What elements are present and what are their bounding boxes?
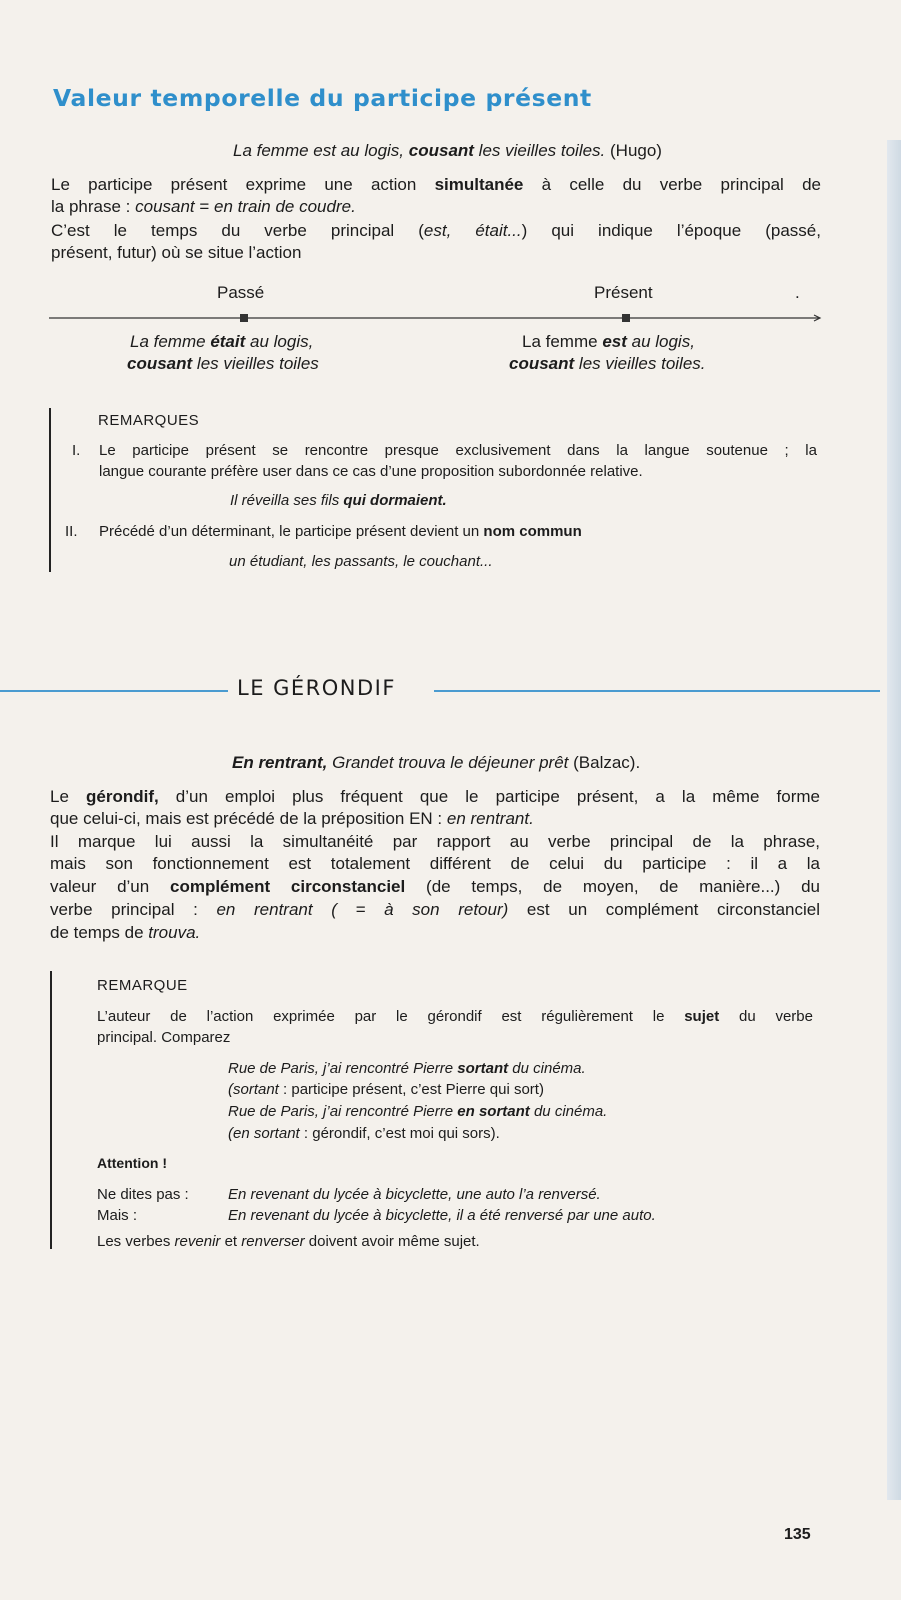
past-example-line1: La femme était au logis,: [130, 332, 314, 351]
section-rule-left: [0, 690, 228, 692]
ne-dites-pas-label: Ne dites pas :: [97, 1186, 189, 1203]
example-gloss: (sortant : participe présent, c’est Pierre qui sort): [228, 1081, 544, 1098]
paragraph-line: mais son fonctionnement est totalement différent de celui du participe : il a la: [50, 854, 820, 873]
paragraph-line: C’est le temps du verbe principal (est, était...) qui indique l’époque (passé,: [51, 221, 821, 240]
timeline-label-present: Présent: [594, 283, 653, 302]
timeline-tick-past: [240, 314, 248, 322]
paragraph-line: que celui-ci, mais est précédé de la préposition EN : en rentrant.: [50, 809, 534, 828]
remark-text: langue courante préfère user dans ce cas d’une proposition subordonnée relative.: [99, 463, 643, 480]
example-sentence: Rue de Paris, j’ai rencontré Pierre sortant du cinéma.: [228, 1060, 586, 1077]
page-edge: [887, 140, 901, 1500]
paragraph-line: Le gérondif, d’un emploi plus fréquent que le participe présent, a la même forme: [50, 787, 820, 806]
remark-heading: REMARQUE: [97, 977, 188, 994]
paragraph-line: la phrase : cousant = en train de coudre.: [51, 197, 356, 216]
timeline-tick-present: [622, 314, 630, 322]
remark-number: I.: [72, 442, 81, 459]
remark-example: un étudiant, les passants, le couchant...: [229, 553, 493, 570]
paragraph-line: présent, futur) où se situe l’action: [51, 243, 302, 262]
remark-text: principal. Comparez: [97, 1029, 231, 1046]
section-title: Valeur temporelle du participe présent: [53, 84, 592, 112]
attention-label: Attention !: [97, 1155, 167, 1171]
remark-text: Le participe présent se rencontre presque exclusivement dans la langue soutenue ; la: [99, 442, 817, 459]
paragraph-line: Le participe présent exprime une action simultanée à celle du verbe principal de: [51, 175, 821, 194]
page-number: 135: [784, 1526, 811, 1543]
paragraph-line: Il marque lui aussi la simultanéité par rapport au verbe principal de la phrase,: [50, 832, 820, 851]
paragraph-line: verbe principal : en rentrant ( = à son retour) est un complément circonstanciel: [50, 900, 821, 919]
past-example-line2: cousant les vieilles toiles: [127, 354, 319, 373]
mais-text: En revenant du lycée à bicyclette, il a été renversé par une auto.: [228, 1207, 656, 1224]
section2-title: LE GÉRONDIF: [237, 676, 396, 700]
remark-bar: [50, 971, 52, 1249]
example-gloss: (en sortant : gérondif, c’est moi qui sors).: [228, 1125, 500, 1142]
remarks-heading: REMARQUES: [98, 412, 200, 429]
ne-dites-pas-text: En revenant du lycée à bicyclette, une auto l’a renversé.: [228, 1186, 601, 1203]
remark-text: L’auteur de l’action exprimée par le gérondif est régulièrement le sujet du verbe: [97, 1008, 813, 1025]
present-example-line1: La femme est au logis,: [522, 332, 695, 351]
remark-text: Précédé d’un déterminant, le participe présent devient un nom commun: [99, 523, 582, 540]
timeline-dot: .: [795, 283, 800, 302]
timeline-arrow: [49, 310, 824, 326]
example-sentence: Rue de Paris, j’ai rencontré Pierre en sortant du cinéma.: [228, 1103, 608, 1120]
hugo-example: La femme est au logis, cousant les vieilles toiles. (Hugo): [233, 141, 662, 160]
remark-bar: [49, 408, 51, 572]
present-example-line2: cousant les vieilles toiles.: [509, 354, 706, 373]
remark-number: II.: [65, 523, 78, 540]
timeline-label-past: Passé: [217, 283, 265, 302]
balzac-example: En rentrant, Grandet trouva le déjeuner prêt (Balzac).: [232, 753, 641, 772]
remark-example: Il réveilla ses fils qui dormaient.: [230, 492, 447, 509]
mais-label: Mais :: [97, 1207, 138, 1224]
paragraph-line: de temps de trouva.: [50, 923, 201, 942]
section-rule-right: [434, 690, 880, 692]
paragraph-line: valeur d’un complément circonstanciel (de temps, de moyen, de manière...) du: [50, 877, 821, 896]
remark-conclusion: Les verbes revenir et renverser doivent avoir même sujet.: [97, 1233, 480, 1250]
